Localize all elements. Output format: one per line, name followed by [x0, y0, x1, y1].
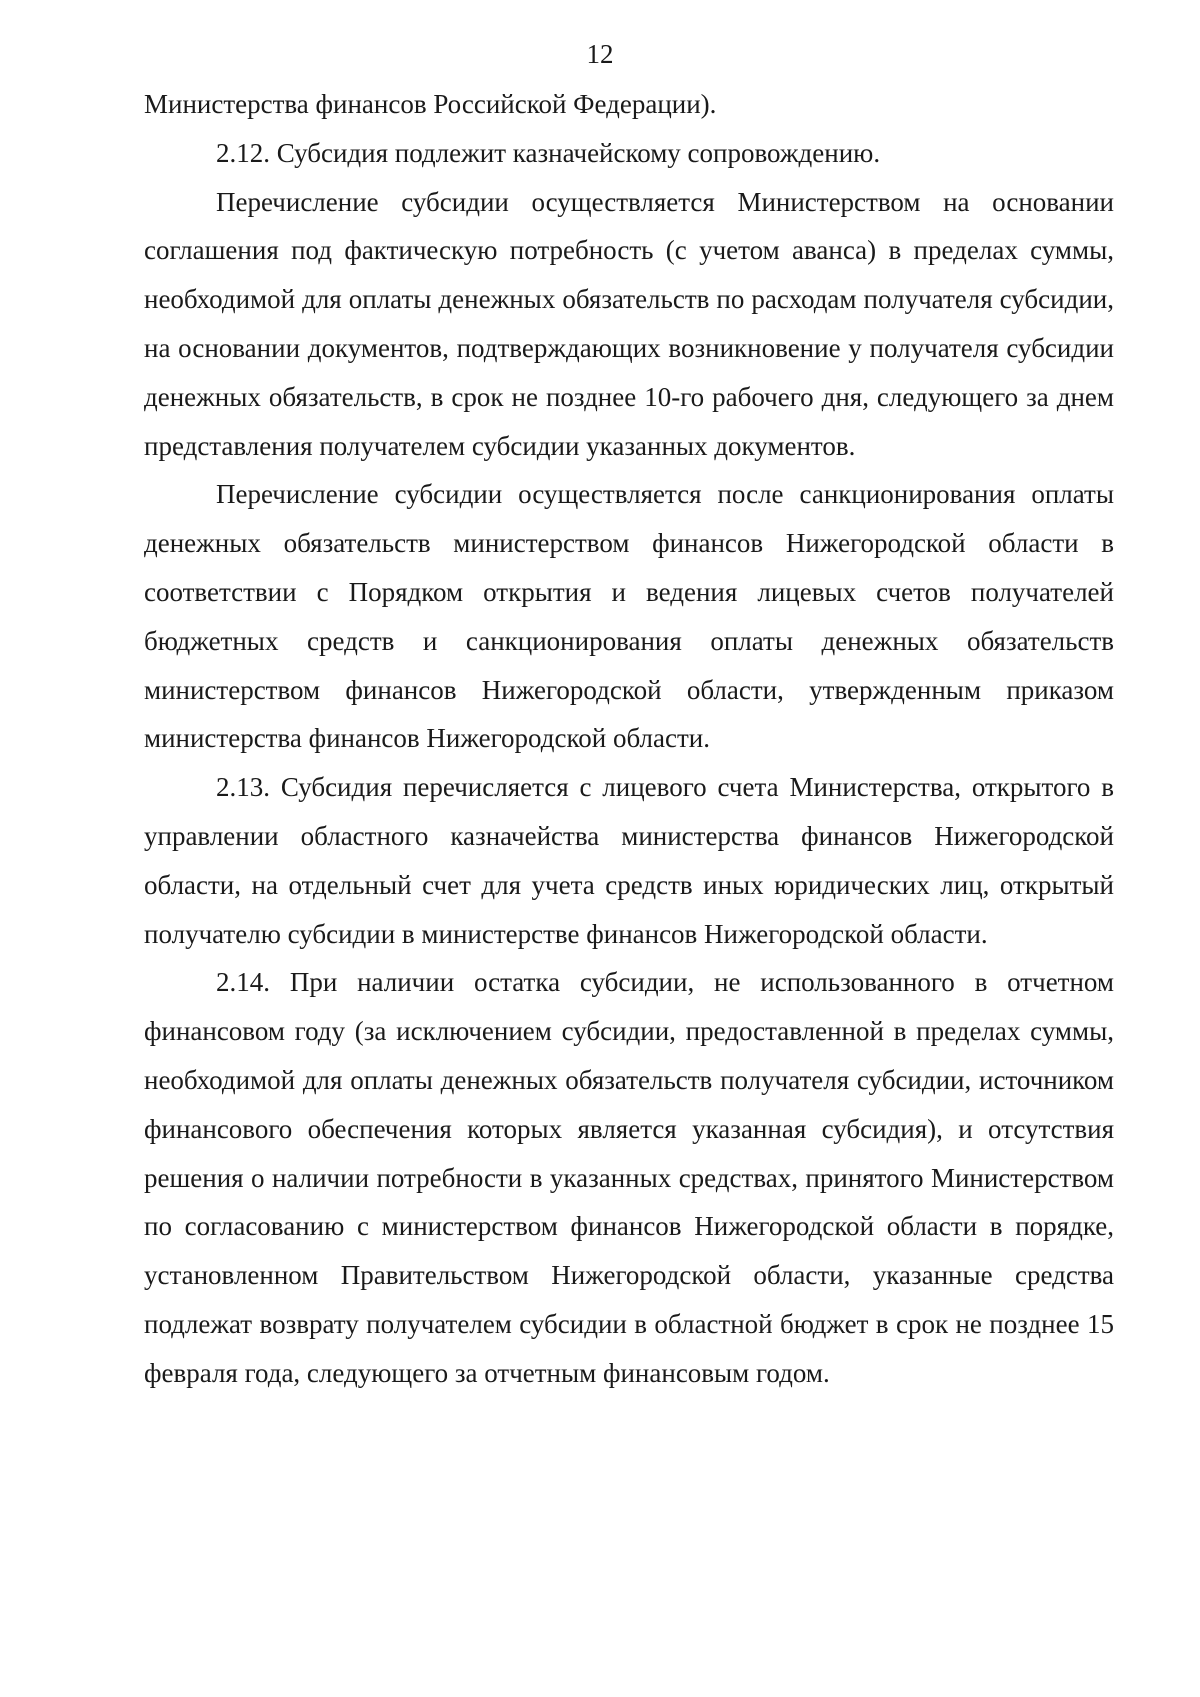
paragraph-transfer-basis: Перечисление субсидии осуществляется Министерством на основании соглашения под фактическую потребность (с учетом аванса) в пределах суммы, необходимой для оплаты денежных обязательств по расходам получателя субсидии, на основании документов, подтверждающих возникновение у получателя субсидии денежных обязательств, в срок не позднее 10-го рабочего дня, следующего за днем представления получателем субсидии указанных документов. — [144, 186, 1114, 461]
document-body — [144, 80, 1114, 1398]
paragraph-transfer-sanction: Перечисление субсидии осуществляется после санкционирования оплаты денежных обязательств министерством финансов Нижегородской области в соответствии с Порядком открытия и ведения лицевых счетов получателей бюджетных средств и санкционирования оплаты денежных обязательств министерством финансов Нижегородской области, утвержденным приказом министерства финансов Нижегородской области. — [144, 479, 1114, 754]
paragraph-2-12: 2.12. Субсидия подлежит казначейскому сопровождению. — [216, 137, 881, 168]
paragraph-continuation: Министерства финансов Российской Федерации). — [144, 89, 717, 119]
page-number: 12 — [586, 39, 614, 69]
paragraph-2-13: 2.13. Субсидия перечисляется с лицевого счета Министерства, открытого в управлении областного казначейства министерства финансов Нижегородской области, на отдельный счет для учета средств иных юридических лиц, открытый получателю субсидии в министерстве финансов Нижегородской области. — [144, 772, 1114, 949]
paragraph-2-14: 2.14. При наличии остатка субсидии, не использованного в отчетном финансовом году (за исключением субсидии, предоставленной в пределах суммы, необходимой для оплаты денежных обязательств получателя субсидии, источником финансового обеспечения которых является указанная субсидия), и отсутствия решения о наличии потребности в указанных средствах, принятого Министерством по согласованию с министерством финансов Нижегородской области в порядке, установленном Правительством Нижегородской области, указанные средства подлежат возврату получателем субсидии в областной бюджет в срок не позднее 15 февраля года, следующего за отчетным финансовым годом. — [144, 967, 1114, 1388]
